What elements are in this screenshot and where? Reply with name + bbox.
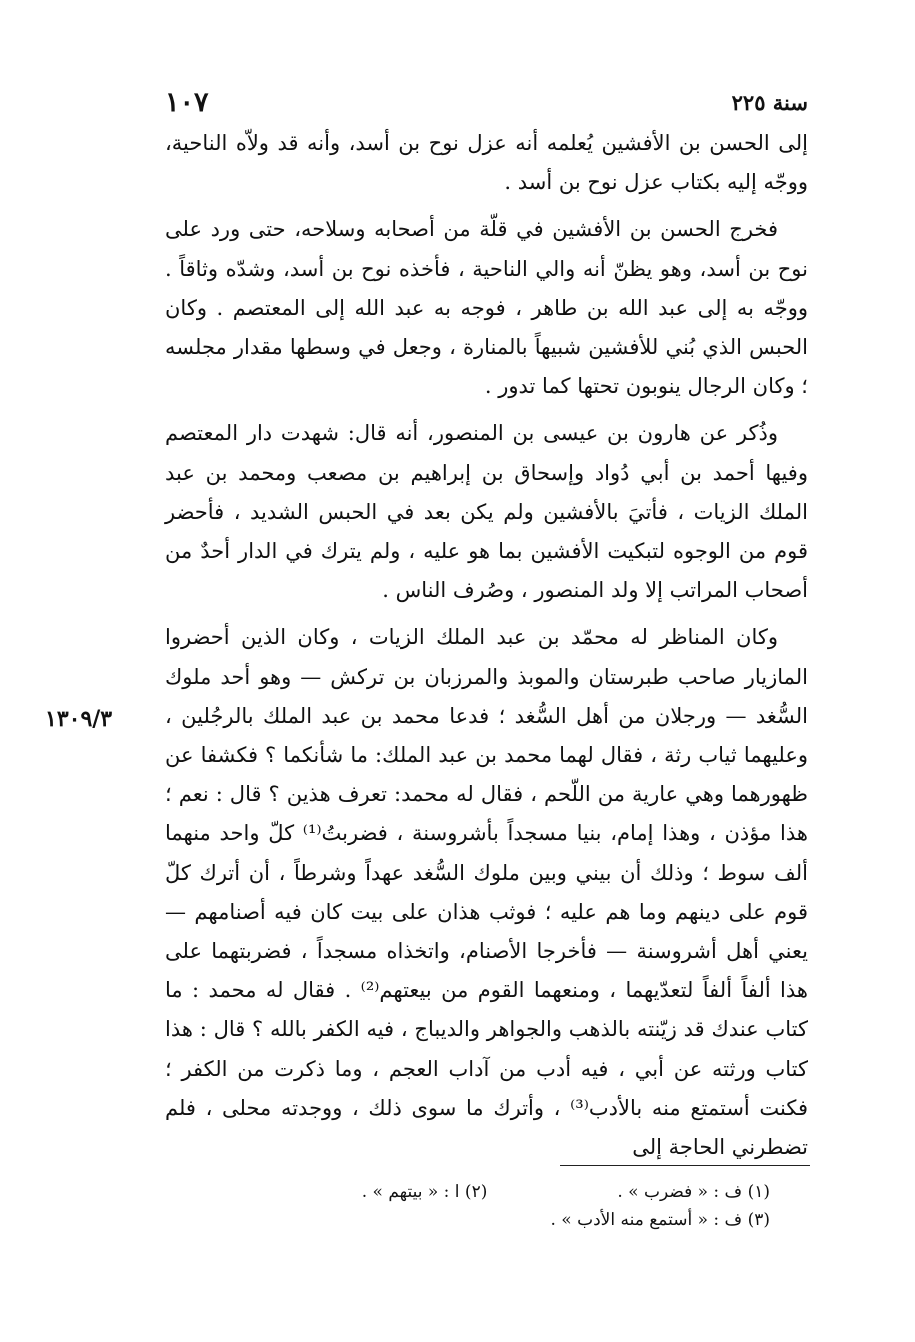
footnote: (١) ف : « فضرب » .	[617, 1182, 770, 1202]
paragraph: إلى الحسن بن الأفشين يُعلمه أنه عزل نوح بن أسد، وأنه قد ولاّه الناحية، ووجّه إليه بكتاب عزل نوح بن أسد .	[165, 131, 808, 195]
paragraph: وذُكر عن هارون بن عيسى بن المنصور، أنه قال: شهدت دار المعتصم وفيها أحمد بن أبي دُواد وإسحاق بن إبراهيم بن مصعب ومحمد بن عبد الملك الزيات ، فأتيَ بالأفشين ولم يكن بعد في الحبس الشديد ، فأحضر قوم من الوجوه لتبكيت الأفشين بما هو عليه ، ولم يترك في الدار أحدٌ من أصحاب المراتب إلا ولد المنصور ، وصُرف الناس .	[165, 421, 808, 603]
header-year: سنة ٢٢٥	[731, 89, 808, 115]
page-header	[165, 82, 808, 122]
footnotes	[180, 1178, 770, 1234]
footnote-row	[180, 1178, 770, 1206]
footnote: (٢) ا : « بيتهم » .	[361, 1182, 488, 1202]
footnote: (٣) ف : « أستمع منه الأدب » .	[550, 1210, 770, 1230]
page-number: ١٠٧	[165, 86, 209, 118]
paragraph: فخرج الحسن بن الأفشين في قلّة من أصحابه وسلاحه، حتى ورد على نوح بن أسد، وهو يظنّ أنه والي الناحية ، فأخذه نوح بن أسد، وشدّه وثاقاً . ووجّه به إلى عبد الله بن طاهر ، فوجه به عبد الله إلى المعتصم . وكان الحبس الذي بُني للأفشين شبيهاً بالمنارة ، وجعل في وسطها مقدار مجلسه ؛ وكان الرجال ينوبون تحتها كما تدور .	[165, 217, 808, 399]
paragraph: وكان المناظر له محمّد بن عبد الملك الزيات ، وكان الذين أحضروا المازيار صاحب طبرستان والموبذ والمرزبان بن تركش — وهو أحد ملوك السُّغد — ورجلان من أهل السُّغد ؛ فدعا محمد بن عبد الملك بالرجُلين ، وعليهما ثياب رثة ، فقال لهما محمد بن عبد الملك: ما شأنكما ؟ فكشفا عن ظهورهما وهي عارية من اللّحم ، فقال له محمد: تعرف هذين ؟ قال : نعم ؛ هذا مؤذن ، وهذا إمام، بنيا مسجداً بأشروسنة ، فضربتُ⁽¹⁾ كلّ واحد منهما ألف سوط ؛ وذلك أن بيني وبين ملوك السُّغد عهداً وشرطاً ، أن أترك كلّ قوم على دينهم وما هم عليه ؛ فوثب هذان على بيت كان فيه أصنامهم — يعني أهل أشروسنة — فأخرجا الأصنام، واتخذاه مسجداً ، فضربتهما على هذا ألفاً ألفاً لتعدّيهما ، ومنعهما القوم من بيعتهم⁽²⁾ . فقال له محمد : ما كتاب عندك قد زيّنته بالذهب والجواهر والديباج ، فيه الكفر بالله ؟ قال : هذا كتاب ورثته عن أبي ، فيه أدب من آداب العجم ، وما ذكرت من الكفر ؛ فكنت أستمتع منه بالأدب⁽³⁾ ، وأترك ما سوى ذلك ، ووجدته محلى ، فلم تضطرني الحاجة إلى	[165, 625, 808, 1160]
footnote-divider	[560, 1165, 810, 1166]
margin-reference: ١٣٠٩/٣	[45, 706, 113, 732]
body-text	[165, 124, 808, 1175]
